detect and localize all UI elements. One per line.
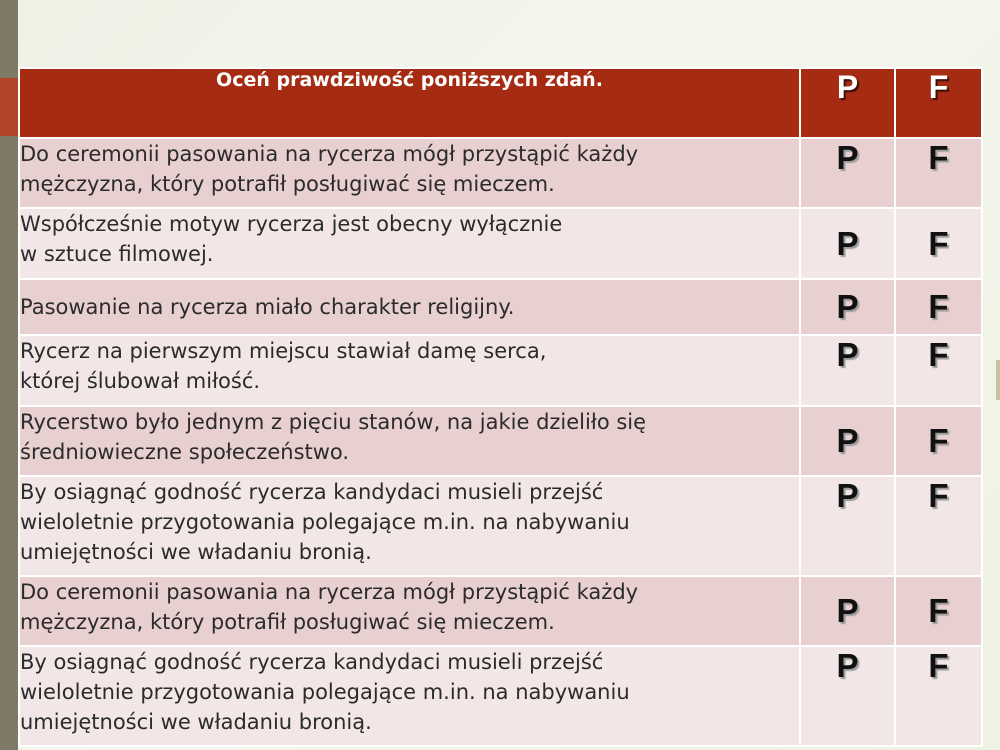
false-option[interactable]: F <box>895 335 982 406</box>
table-row <box>19 406 982 476</box>
table-row <box>19 646 982 746</box>
true-option[interactable]: P <box>800 138 895 208</box>
question-header: Oceń prawdziwość poniższych zdań. <box>19 68 800 138</box>
slide-side-accent <box>0 78 18 136</box>
false-option[interactable]: F <box>895 406 982 476</box>
true-option[interactable]: P <box>800 279 895 335</box>
true-option[interactable]: P <box>800 576 895 646</box>
false-option[interactable]: F <box>895 476 982 576</box>
table-row <box>19 335 982 406</box>
slide-edge-mark <box>996 360 1000 400</box>
table-row <box>19 138 982 208</box>
true-false-table <box>18 67 983 747</box>
false-option[interactable]: F <box>895 279 982 335</box>
statement-text: Rycerstwo było jednym z pięciu stanów, na jakie dzieliło się średniowieczne społeczeństwo. <box>19 406 800 476</box>
table-row <box>19 476 982 576</box>
true-column-header: P <box>800 68 895 138</box>
statement-text: Rycerz na pierwszym miejscu stawiał damę serca, której ślubował miłość. <box>19 335 800 406</box>
table-row <box>19 279 982 335</box>
table-header-row <box>19 68 982 138</box>
table-row <box>19 208 982 279</box>
true-option[interactable]: P <box>800 646 895 746</box>
statement-text: Współcześnie motyw rycerza jest obecny wyłącznie w sztuce filmowej. <box>19 208 800 279</box>
statement-text: Pasowanie na rycerza miało charakter religijny. <box>19 279 800 335</box>
statement-text: Do ceremonii pasowania na rycerza mógł przystąpić każdy mężczyzna, który potrafił posługiwać się mieczem. <box>19 576 800 646</box>
statement-text: By osiągnąć godność rycerza kandydaci musieli przejść wieloletnie przygotowania polegające m.in. na nabywaniu umiejętności we władaniu bronią. <box>19 646 800 746</box>
true-option[interactable]: P <box>800 476 895 576</box>
statement-text: Do ceremonii pasowania na rycerza mógł przystąpić każdy mężczyzna, który potrafił posługiwać się mieczem. <box>19 138 800 208</box>
false-column-header: F <box>895 68 982 138</box>
true-option[interactable]: P <box>800 406 895 476</box>
true-option[interactable]: P <box>800 335 895 406</box>
false-option[interactable]: F <box>895 208 982 279</box>
true-option[interactable]: P <box>800 208 895 279</box>
table-row <box>19 576 982 646</box>
false-option[interactable]: F <box>895 646 982 746</box>
false-option[interactable]: F <box>895 576 982 646</box>
false-option[interactable]: F <box>895 138 982 208</box>
statement-text: By osiągnąć godność rycerza kandydaci musieli przejść wieloletnie przygotowania polegające m.in. na nabywaniu umiejętności we władaniu bronią. <box>19 476 800 576</box>
